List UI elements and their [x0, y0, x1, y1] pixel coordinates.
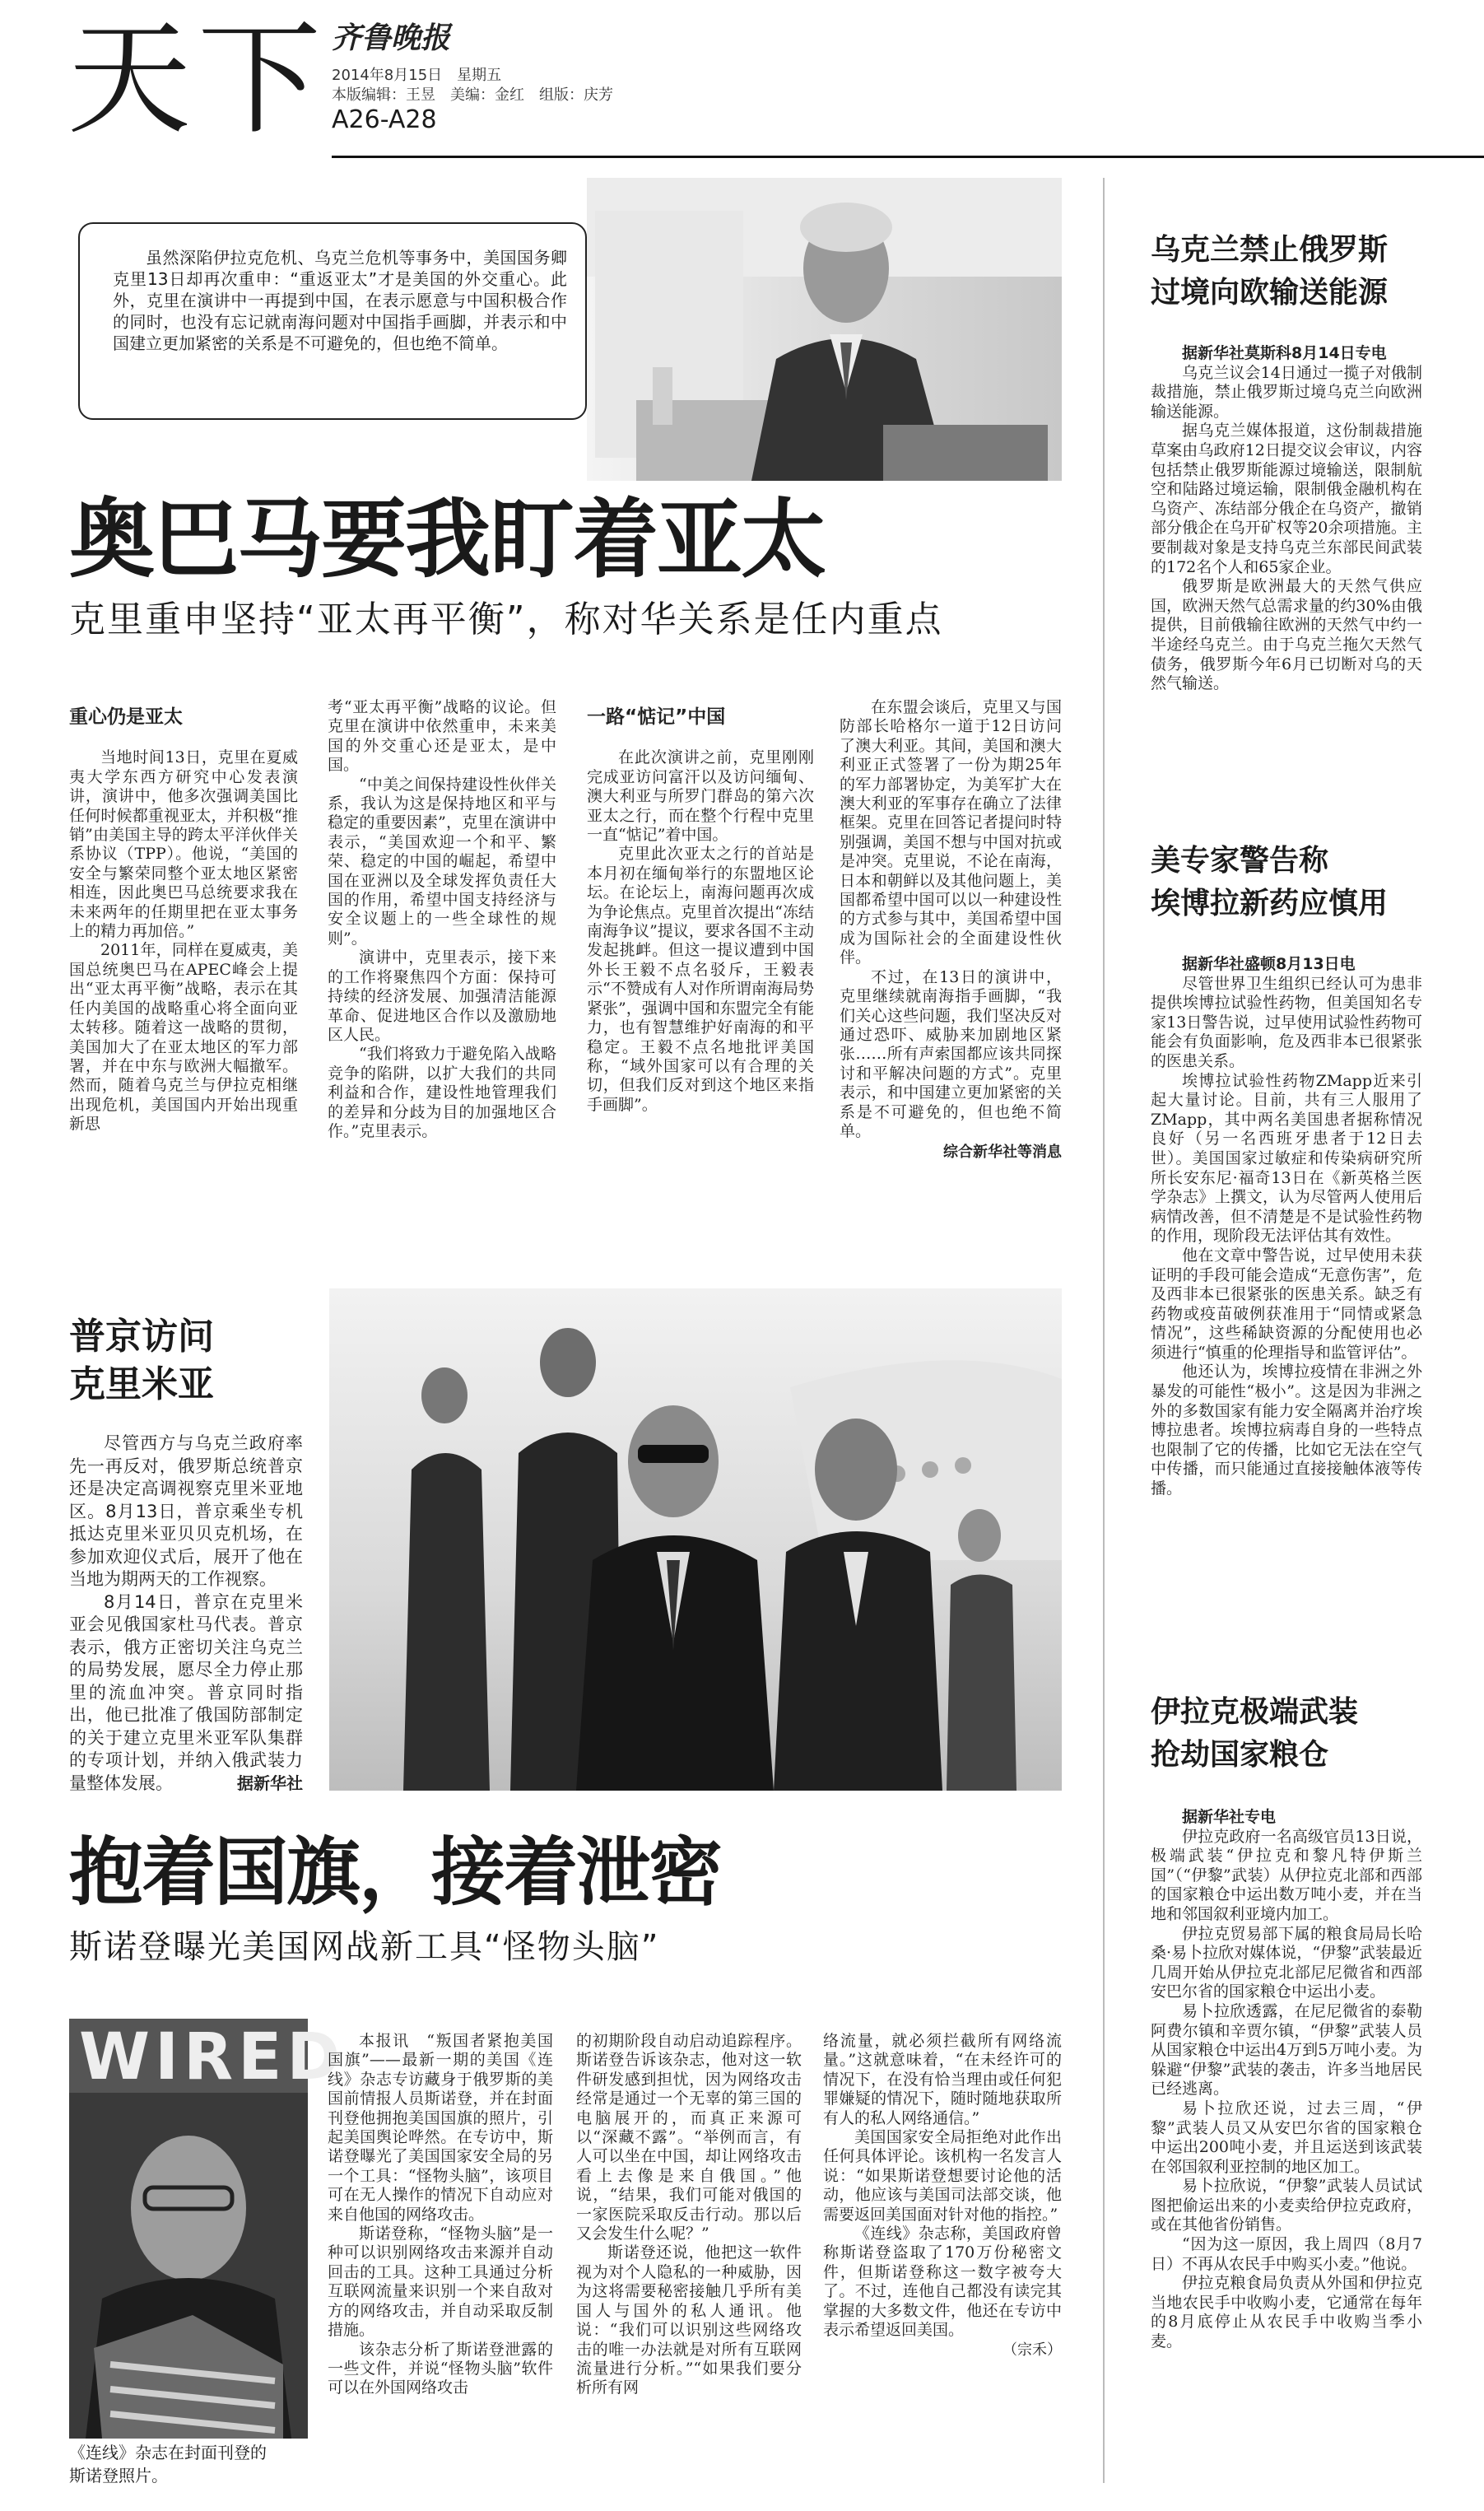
- header-meta: [332, 66, 613, 105]
- ukraine-headline: [1151, 229, 1388, 314]
- section-heading-focus: 重心仍是亚太: [69, 706, 183, 728]
- ukraine-dateline: 据新华社莫斯科8月14日专电: [1182, 344, 1387, 362]
- putin-headline-line2: 克里米亚: [69, 1363, 214, 1405]
- article1-col2: [328, 698, 556, 1141]
- ukraine-paragraph: 据乌克兰媒体报道，这份制裁措施草案由乌政府12日提交议会审议，内容包括禁止俄罗斯能源过境输送，限制航空和陆路过境运输，限制俄金融机构在乌资产、冻结部分俄企在乌资产，撤销部分俄企在乌开矿权等20余项措施。主要制裁对象是支持乌克兰东部民间武装的172名个人和65家企业。: [1151, 422, 1422, 576]
- ebola-paragraph: 埃博拉试验性药物ZMapp近来引起大量讨论。目前，共有三人服用了ZMapp，其中两名美国患者据称情况良好（另一名西班牙患者于12日去世）。美国国家过敏症和传染病研究所所长安东尼·福奇13日在《新英格兰医学杂志》上撰文，认为尽管两人使用后病情改善，但不清楚是不是试验性药物的作用，现阶段无法评估其有效性。: [1151, 1071, 1422, 1246]
- snowden-paragraph: 本报讯 “叛国者紧抱美国国旗”——最新一期的美国《连线》杂志专访藏身于俄罗斯的美国前情报人员斯诺登，并在封面刊登他拥抱美国国旗的照片，引起美国舆论哗然。在专访中，斯诺登曝光了美国国家安全局的另一个工具：“怪物头脑”，该项目可在无人操作的情况下自动应对来自他国的网络攻击。: [328, 2032, 553, 2224]
- article1-paragraph: 在此次演讲之前，克里刚刚完成亚访问富汗以及访问缅甸、澳大利亚与所罗门群岛的第六次亚太之行，而在整个行程中克里一直“惦记”着中国。: [587, 748, 814, 845]
- article1-col1: [69, 708, 298, 1134]
- header-rule: [332, 156, 1484, 158]
- ebola-paragraph: 他还认为，埃博拉疫情在非洲之外暴发的可能性“极小”。这是因为非洲之外的多数国家有能力安全隔离并治疗埃博拉患者。埃博拉病毒自身的一些特点也限制了它的传播，比如它无法在空气中传播，而只能通过直接接触体液等传播。: [1151, 1363, 1422, 1498]
- iraq-dateline: 据新华社专电: [1182, 1808, 1277, 1826]
- putin-photo: [329, 1288, 1062, 1791]
- issue-date: 2014年8月15日 星期五: [332, 67, 502, 84]
- main-headline: 奥巴马要我盯着亚太: [69, 489, 826, 589]
- iraq-article: [1151, 1808, 1422, 2352]
- kerry-photo: [587, 178, 1062, 481]
- article1-paragraph: “中美之间保持建设性伙伴关系，我认为这是保持地区和平与稳定的重要因素”，克里在演讲中表示，“美国欢迎一个和平、繁荣、稳定的中国的崛起，希望中国在亚洲以及全球发挥负责任大国的作用，希望中国支持经济与安全议题上的一些全球性的规则”。: [328, 775, 556, 948]
- putin-headline: [69, 1313, 214, 1409]
- putin-photo-illustration: [329, 1288, 1062, 1791]
- snowden-col3: [823, 2032, 1062, 2360]
- article1-paragraph: 克里此次亚太之行的首站是本月初在缅甸举行的东盟地区论坛。在论坛上，南海问题再次成为争论焦点。克里首次提出“冻结南海争议”提议，要求各国不主动发起挑衅。但这一提议遭到中国外长王毅不点名驳斥，王毅表示“不赞成有人对作所谓南海局势紧张”，强调中国和东盟完全有能力，也有智慧维护好南海的和平稳定。王毅不点名地批评美国称，“域外国家可以有合理的关切，但我们反对到这个地区来指手画脚”。: [587, 845, 814, 1114]
- putin-credit: 据新华社: [237, 1773, 303, 1793]
- ebola-article: [1151, 955, 1422, 1499]
- iraq-headline-line1: 伊拉克极端武装: [1151, 1695, 1359, 1729]
- ukraine-paragraph: 俄罗斯是欧洲最大的天然气供应国，欧洲天然气总需求量的约30%由俄提供，目前俄输往欧洲的天然气中约一半途经乌克兰。由于乌克兰拖欠天然气债务，俄罗斯今年6月已切断对乌的天然气输送。: [1151, 577, 1422, 693]
- snowden-cover-photo: [69, 2019, 346, 2439]
- snowden-paragraph: 美国国家安全局拒绝对此作出任何具体评论。该机构一名发言人说：“如果斯诺登想要讨论他的活动，他应该与美国司法部交谈，他需要返回美国面对针对他的指控。”: [823, 2128, 1062, 2224]
- sidebar-divider: [1103, 178, 1105, 2483]
- main-subhead: 克里重申坚持“亚太再平衡”，称对华关系是任内重点: [69, 599, 943, 641]
- iraq-paragraph: “因为这一原因，我上周四（8月7日）不再从农民手中购买小麦。”他说。: [1151, 2235, 1422, 2273]
- ebola-headline-line1: 美专家警告称: [1151, 844, 1329, 878]
- iraq-paragraph: 伊拉克粮食局负责从外国和伊拉克当地农民手中收购小麦，它通常在每年的8月底停止从农民手中收购当季小麦。: [1151, 2274, 1422, 2351]
- snowden-paragraph: 该杂志分析了斯诺登泄露的一些文件，并说“怪物头脑”软件可以在外国网络攻击: [328, 2340, 553, 2397]
- ebola-headline: [1151, 840, 1388, 925]
- snowden-credit: （宗禾）: [1003, 2341, 1062, 2359]
- snowden-paragraph: 斯诺登还说，他把这一软件视为对个人隐私的一种威胁，因为这将需要秘密接触几乎所有美国人与国外的私人通讯。他说：“我们可以识别这些网络攻击的唯一办法就是对所有互联网流量进行分析。”“如果我们要分析所有网: [576, 2243, 802, 2397]
- ebola-headline-line2: 埃博拉新药应慎用: [1151, 887, 1389, 920]
- ukraine-headline-line2: 过境向欧输送能源: [1151, 276, 1389, 310]
- putin-paragraph: 8月14日，普京在克里米亚会见俄国家杜马代表。普京表示，俄方正密切关注乌克兰的局势发展，愿尽全力停止那里的流血冲突。普京同时指出，他已批准了俄国防部制定的关于建立克里米亚军队集群的专项计划，并纳入俄武装力量整体发展。: [69, 1591, 303, 1793]
- snowden-paragraph: 斯诺登称，“怪物头脑”是一种可以识别网络攻击来源并自动回击的工具。这种工具通过分析互联网流量来识别一个来自敌对方的网络攻击，并自动采取反制措施。: [328, 2224, 553, 2340]
- snowden-col1: [328, 2032, 553, 2398]
- article1-paragraph: 不过，在13日的演讲中，克里继续就南海指手画脚，“我们关心这些问题，我们坚决反对通过恐吓、威胁来加剧地区紧张……所有声索国都应该共同探讨和平解决问题的方式”。克里表示，和中国建立更加紧密的关系是不可避免的，但也绝不简单。: [840, 967, 1062, 1140]
- iraq-paragraph: 易卜拉欣还说，过去三周，“伊黎”武装人员又从安巴尔省的国家粮仓中运出200吨小麦，并且运送到该武装在邻国叙利亚控制的地区加工。: [1151, 2099, 1422, 2176]
- putin-headline-line1: 普京访问: [69, 1316, 214, 1358]
- ebola-paragraph: 他在文章中警告说，过早使用未获证明的手段可能会造成“无意伤害”，危及西非本已很紧张的医患关系。缺乏有药物或疫苗破例获准用于“同情或紧急情况”，这些稀缺资源的分配使用也必须进行“慎重的伦理指导和监管评估”。: [1151, 1246, 1422, 1362]
- iraq-paragraph: 易卜拉欣透露，在尼尼微省的泰勒阿费尔镇和辛贾尔镇，“伊黎”武装人员从国家粮仓中运出4万到5万吨小麦。为躲避“伊黎”武装的袭击，许多当地居民已经逃离。: [1151, 2001, 1422, 2099]
- snowden-paragraph: 络流量，就必须拦截所有网络流量。”这就意味着，“在未经许可的情况下，在没有恰当理由或任何犯罪嫌疑的情况下，随时随地获取所有人的私人网络通信。”: [823, 2032, 1062, 2127]
- article1-paragraph: 演讲中，克里表示，接下来的工作将聚焦四个方面：保持可持续的经济发展、加强清洁能源革命、促进地区合作以及激励地区人民。: [328, 948, 556, 1044]
- putin-article: [69, 1433, 303, 1796]
- article1-paragraph: 考“亚太再平衡”战略的议论。但克里在演讲中依然重申，未来美国的外交重心还是亚太，是中国。: [328, 698, 556, 775]
- article1-paragraph: 当地时间13日，克里在夏威夷大学东西方研究中心发表演讲，演讲中，他多次强调美国比任何时候都重视亚太，并积极“推销”由美国主导的跨太平洋伙伴关系协议（TPP）。他说，“美国的安全与繁荣同整个亚太地区紧密相连，因此奥巴马总统要求我在未来两年的任期里把在亚太事务上的精力再加倍。”: [69, 748, 298, 941]
- ukraine-paragraph: 乌克兰议会14日通过一揽子对俄制裁措施，禁止俄罗斯过境乌克兰向欧洲输送能源。: [1151, 363, 1422, 421]
- article1-col4: [840, 698, 1062, 1162]
- snowden-caption: [69, 2441, 308, 2487]
- iraq-headline: [1151, 1691, 1358, 1777]
- ebola-paragraph: 尽管世界卫生组织已经认可为患非提供埃博拉试验性药物，但美国知名专家13日警告说，过早使用试验性药物可能会有负面影响，危及西非本已很紧张的医患关系。: [1151, 974, 1422, 1070]
- iraq-paragraph: 易卜拉欣说，“伊黎”武装人员试试图把偷运出来的小麦卖给伊拉克政府，或在其他省份销售。: [1151, 2177, 1422, 2234]
- snowden-col2: [576, 2032, 802, 2398]
- iraq-paragraph: 伊拉克贸易部下属的粮食局局长哈桑·易卜拉欣对媒体说，“伊黎”武装最近几周开始从伊拉克北部尼尼微省和西部安巴尔省的国家粮仓中运出小麦。: [1151, 1924, 1422, 2001]
- section-heading-china: 一路“惦记”中国: [587, 706, 726, 728]
- page-range: A26-A28: [332, 105, 437, 134]
- snowden-headline: 抱着国旗，接着泄密: [69, 1829, 721, 1916]
- caption-line1: 《连线》杂志在封面刊登的: [69, 2443, 267, 2462]
- iraq-headline-line2: 抢劫国家粮仓: [1151, 1738, 1329, 1772]
- magazine-title: WIRED: [79, 2020, 346, 2094]
- snowden-paragraph: 的初期阶段自动启动追踪程序。斯诺登告诉该杂志，他对这一软件研发感到担忧，因为网络攻击经常是通过一个无辜的第三国的电脑展开的，而真正来源可以“深藏不露”。“举例而言，有人可以坐在中国，却让网络攻击看上去像是来自俄国。”他说，“结果，我们可能对俄国的一家医院采取反击行动。那以后又会发生什么呢？”: [576, 2032, 802, 2243]
- newspaper-brand: 齐鲁晚报: [332, 21, 451, 55]
- lead-intro-text: 虽然深陷伊拉克危机、乌克兰危机等事务中，美国国务卿克里13日却再次重申：“重返亚太”才是美国的外交重心。此外，克里在演讲中一再提到中国，在表示愿意与中国积极合作的同时，也没有忘记就南海问题对中国指手画脚，并表示和中国建立更加紧密的关系是不可避免的，但也绝不简单。: [113, 248, 567, 353]
- caption-line2: 斯诺登照片。: [69, 2466, 168, 2485]
- article1-credit: 综合新华社等消息: [943, 1144, 1062, 1162]
- article1-paragraph: 在东盟会谈后，克里又与国防部长哈格尔一道于12日访问了澳大利亚。其间，美国和澳大利亚正式签署了一份为期25年的军力部署协定，为美军扩大在澳大利亚的军事存在确立了法律框架。克里在回答记者提问时特别强调，美国不想与中国对抗或是冲突。克里说，不论在南海，日本和朝鲜以及其他问题上，美国都希望中国可以以一种建设性的方式参与其中，美国希望中国成为国际社会的全面建设性伙伴。: [840, 698, 1062, 967]
- snowden-paragraph: 《连线》杂志称，美国政府曾称斯诺登盗取了170万份秘密文件，但斯诺登称这一数字被夸大了。不过，连他自己都没有读完其掌握的大多数文件，他还在专访中表示希望返回美国。: [823, 2224, 1062, 2340]
- article1-paragraph: “我们将致力于避免陷入战略竞争的陷阱，以扩大我们的共同利益和合作，建设性地管理我们的差异和分歧为目的加强地区合作。”克里表示。: [328, 1045, 556, 1140]
- lead-intro-box: [78, 222, 587, 420]
- putin-paragraph: 尽管西方与乌克兰政府率先一再反对，俄罗斯总统普京还是决定高调视察克里米亚地区。8月13日，普京乘坐专机抵达克里米亚贝贝克机场，在参加欢迎仪式后，展开了他在当地为期两天的工作视察。: [69, 1433, 303, 1589]
- ukraine-headline-line1: 乌克兰禁止俄罗斯: [1151, 233, 1389, 267]
- article1-col3: [587, 708, 814, 1115]
- kerry-photo-illustration: [587, 178, 1062, 481]
- article1-paragraph: 2011年，同样在夏威夷，美国总统奥巴马在APEC峰会上提出“亚太再平衡”战略，表示在其任内美国的战略重心将全面向亚太转移。随着这一战略的贯彻，美国加大了在亚太地区的军力部署，并在中东与欧洲大幅撤军。然而，随着乌克兰与伊拉克相继出现危机，美国国内开始出现重新思: [69, 941, 298, 1134]
- ukraine-article: [1151, 344, 1422, 694]
- snowden-subhead: 斯诺登曝光美国网战新工具“怪物头脑”: [69, 1928, 660, 1966]
- section-title: 天下: [67, 8, 328, 151]
- iraq-paragraph: 伊拉克政府一名高级官员13日说，极端武装“伊拉克和黎凡特伊斯兰国”（“伊黎”武装）从伊拉克北部和西部的国家粮仓中运出数万吨小麦，并在当地和邻国叙利亚境内加工。: [1151, 1827, 1422, 1923]
- editor-credits: 本版编辑：王昱 美编：金红 组版：庆芳: [332, 86, 613, 104]
- ebola-dateline: 据新华社盛顿8月13日电: [1182, 955, 1356, 973]
